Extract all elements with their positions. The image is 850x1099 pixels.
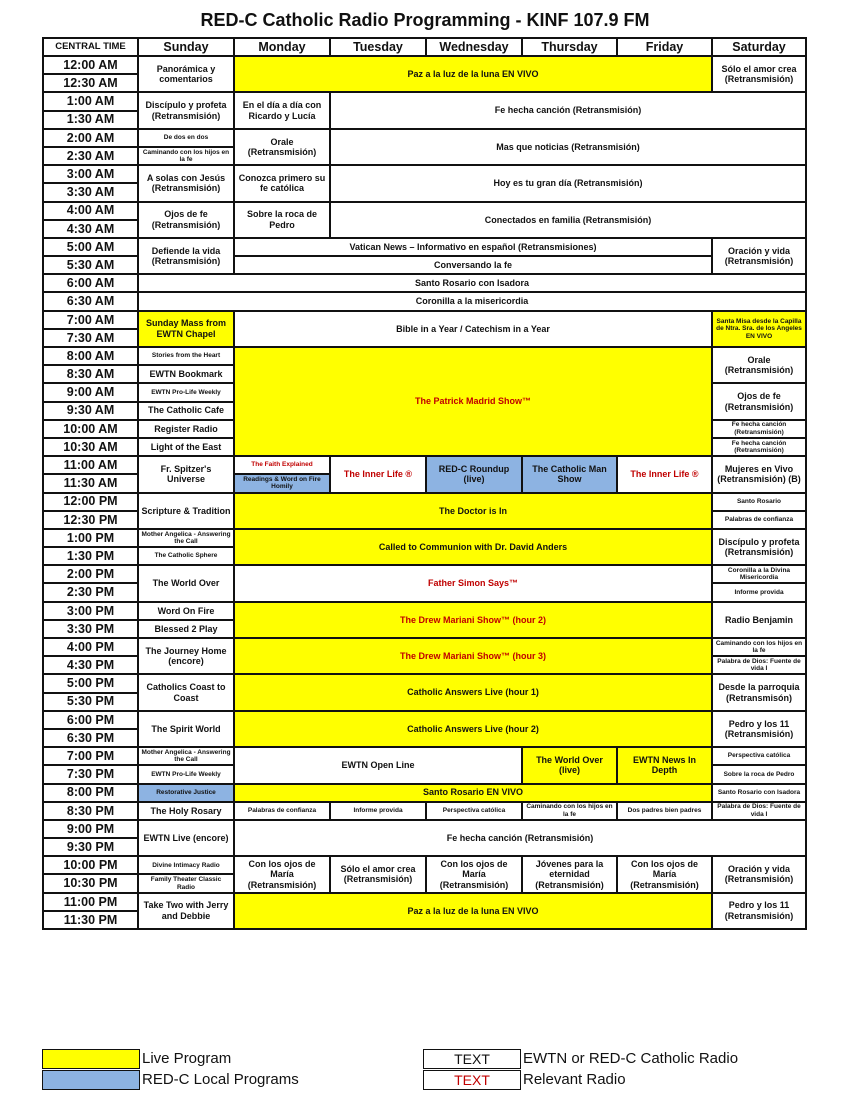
program-cell: Blessed 2 Play (138, 620, 234, 638)
program-cell: Mother Angelica - Answering the Call (138, 529, 234, 547)
program-cell: Defiende la vida (Retransmisión) (138, 238, 234, 274)
time-label: 2:00 PM (43, 565, 138, 583)
program-cell: EWTN Live (encore) (138, 820, 234, 856)
header-thursday: Thursday (522, 38, 617, 56)
program-cell: Conozca primero su fe católica (234, 165, 330, 201)
program-cell: Coronilla a la misericordia (138, 292, 806, 310)
time-label: 11:00 AM (43, 456, 138, 474)
program-cell: The Catholic Man Show (522, 456, 617, 492)
program-cell: The Drew Mariani Show™ (hour 3) (234, 638, 712, 674)
time-label: 2:30 PM (43, 583, 138, 601)
time-slot-row (43, 747, 806, 765)
time-label: 5:00 AM (43, 238, 138, 256)
program-cell: Palabras de confianza (712, 511, 806, 529)
schedule-table (42, 37, 807, 930)
time-label: 7:30 AM (43, 329, 138, 347)
program-cell: Restorative Justice (138, 784, 234, 802)
program-cell: EWTN News In Depth (617, 747, 712, 783)
time-label: 5:30 AM (43, 256, 138, 274)
program-cell: Hoy es tu gran día (Retransmisión) (330, 165, 806, 201)
time-label: 5:00 PM (43, 674, 138, 692)
program-cell: Fr. Spitzer's Universe (138, 456, 234, 492)
program-cell: Orale (Retransmisión) (712, 347, 806, 383)
program-cell: Sólo el amor crea (Retransmisión) (330, 856, 426, 892)
program-cell: EWTN Pro-Life Weekly (138, 383, 234, 401)
time-slot-row (43, 784, 806, 802)
time-label: 9:30 AM (43, 402, 138, 420)
program-cell: Caminando con los hijos en la fe (138, 147, 234, 165)
program-cell: EWTN Open Line (234, 747, 522, 783)
program-cell: Paz a la luz de la luna EN VIVO (234, 893, 712, 929)
program-cell: Informe provida (712, 583, 806, 601)
time-slot-row (43, 238, 806, 256)
header-sunday: Sunday (138, 38, 234, 56)
header-wednesday: Wednesday (426, 38, 522, 56)
program-cell: Word On Fire (138, 602, 234, 620)
time-slot-row (43, 311, 806, 329)
program-cell: Fe hecha canción (Retransmisión) (712, 420, 806, 438)
program-cell: Bible in a Year / Catechism in a Year (234, 311, 712, 347)
program-cell: Catholics Coast to Coast (138, 674, 234, 710)
time-slot-row (43, 711, 806, 729)
time-label: 8:30 PM (43, 802, 138, 820)
program-cell: Fe hecha canción (Retransmisión) (234, 820, 806, 856)
program-cell: Oración y vida (Retransmisión) (712, 238, 806, 274)
time-label: 1:00 AM (43, 92, 138, 110)
program-cell: Pedro y los 11 (Retransmisión) (712, 711, 806, 747)
legend-local-label: RED-C Local Programs (142, 1071, 299, 1088)
program-cell: Con los ojos de María (Retransmisión) (426, 856, 522, 892)
program-cell: Mother Angelica - Answering the Call (138, 747, 234, 765)
program-cell: Con los ojos de María (Retransmisión) (617, 856, 712, 892)
program-cell: Sobre la roca de Pedro (234, 202, 330, 238)
time-label: 3:30 PM (43, 620, 138, 638)
program-cell: Called to Communion with Dr. David Anders (234, 529, 712, 565)
program-cell: The Inner Life ® (617, 456, 712, 492)
program-cell: A solas con Jesús (Retransmisión) (138, 165, 234, 201)
time-label: 10:00 AM (43, 420, 138, 438)
program-cell: Santa Misa desde la Capilla de Ntra. Sra. de los Angeles EN VIVO (712, 311, 806, 347)
legend-local-swatch (42, 1070, 140, 1090)
program-cell: Radio Benjamin (712, 602, 806, 638)
header-friday: Friday (617, 38, 712, 56)
program-cell: Santo Rosario con Isadora (712, 784, 806, 802)
header-central-time: CENTRAL TIME (43, 38, 138, 56)
time-label: 3:00 AM (43, 165, 138, 183)
time-slot-row (43, 92, 806, 110)
program-cell: Con los ojos de María (Retransmisión) (234, 856, 330, 892)
time-slot-row (43, 638, 806, 656)
program-cell: Register Radio (138, 420, 234, 438)
program-cell: The Holy Rosary (138, 802, 234, 820)
time-label: 4:00 AM (43, 202, 138, 220)
time-slot-row (43, 565, 806, 583)
time-label: 12:00 PM (43, 493, 138, 511)
program-cell: Fe hecha canción (Retransmisión) (712, 438, 806, 456)
time-label: 12:30 AM (43, 74, 138, 92)
program-cell: Dos padres bien padres (617, 802, 712, 820)
program-cell: The Spirit World (138, 711, 234, 747)
program-cell: Jóvenes para la eternidad (Retransmisión) (522, 856, 617, 892)
legend-relevant-sample: TEXT (423, 1070, 521, 1090)
time-slot-row (43, 802, 806, 820)
program-cell: The World Over (138, 565, 234, 601)
program-cell: Caminando con los hijos en la fe (522, 802, 617, 820)
time-slot-row (43, 202, 806, 220)
program-cell: De dos en dos (138, 129, 234, 147)
time-label: 8:30 AM (43, 365, 138, 383)
time-label: 3:30 AM (43, 183, 138, 201)
program-cell: Catholic Answers Live (hour 2) (234, 711, 712, 747)
program-cell: The Catholic Sphere (138, 547, 234, 565)
legend-ewtn-sample: TEXT (423, 1049, 521, 1069)
program-cell: Mas que noticias (Retransmisión) (330, 129, 806, 165)
page-title: RED-C Catholic Radio Programming - KINF 107.9 FM (200, 10, 650, 30)
program-cell: Sólo el amor crea (Retransmisión) (712, 56, 806, 92)
time-label: 10:30 AM (43, 438, 138, 456)
time-slot-row (43, 820, 806, 838)
time-label: 1:30 PM (43, 547, 138, 565)
time-slot-row (43, 129, 806, 147)
time-label: 8:00 PM (43, 784, 138, 802)
program-cell: Panorámica y comentarios (138, 56, 234, 92)
time-label: 7:00 PM (43, 747, 138, 765)
time-slot-row (43, 56, 806, 74)
program-cell: Palabra de Dios: Fuente de vida I (712, 802, 806, 820)
program-cell: Sobre la roca de Pedro (712, 765, 806, 783)
program-cell: Take Two with Jerry and Debbie (138, 893, 234, 929)
program-cell: Santo Rosario EN VIVO (234, 784, 712, 802)
program-cell: Father Simon Says™ (234, 565, 712, 601)
program-cell: The Drew Mariani Show™ (hour 2) (234, 602, 712, 638)
time-label: 6:00 AM (43, 274, 138, 292)
program-cell: EWTN Pro-Life Weekly (138, 765, 234, 783)
program-cell: Palabras de confianza (234, 802, 330, 820)
program-cell: The Catholic Cafe (138, 402, 234, 420)
program-cell: Santo Rosario con Isadora (138, 274, 806, 292)
time-slot-row (43, 856, 806, 874)
time-label: 2:00 AM (43, 129, 138, 147)
time-label: 12:30 PM (43, 511, 138, 529)
program-cell: Informe provida (330, 802, 426, 820)
program-cell: Orale (Retransmisión) (234, 129, 330, 165)
program-cell: EWTN Bookmark (138, 365, 234, 383)
time-label: 7:30 PM (43, 765, 138, 783)
legend-live-swatch (42, 1049, 140, 1069)
time-slot-row (43, 893, 806, 911)
program-cell: The Faith Explained (234, 456, 330, 474)
time-label: 12:00 AM (43, 56, 138, 74)
time-slot-row (43, 292, 806, 310)
program-cell: Scripture & Tradition (138, 493, 234, 529)
time-slot-row (43, 602, 806, 620)
program-cell: The World Over (live) (522, 747, 617, 783)
time-label: 1:00 PM (43, 529, 138, 547)
program-cell: The Inner Life ® (330, 456, 426, 492)
time-label: 7:00 AM (43, 311, 138, 329)
time-slot-row (43, 165, 806, 183)
time-label: 11:30 AM (43, 474, 138, 492)
time-label: 9:00 AM (43, 383, 138, 401)
time-label: 4:00 PM (43, 638, 138, 656)
program-cell: Ojos de fe (Retransmisión) (712, 383, 806, 419)
header-tuesday: Tuesday (330, 38, 426, 56)
time-label: 10:00 PM (43, 856, 138, 874)
time-slot-row (43, 493, 806, 511)
program-cell: The Patrick Madrid Show™ (234, 347, 712, 456)
program-cell: Fe hecha canción (Retransmisión) (330, 92, 806, 128)
time-slot-row (43, 674, 806, 692)
time-label: 9:00 PM (43, 820, 138, 838)
time-label: 6:30 AM (43, 292, 138, 310)
program-cell: Discípulo y profeta (Retransmisión) (138, 92, 234, 128)
program-cell: Vatican News – Informativo en español (Retransmisiones) (234, 238, 712, 256)
time-label: 2:30 AM (43, 147, 138, 165)
program-cell: Family Theater Classic Radio (138, 874, 234, 892)
time-label: 6:30 PM (43, 729, 138, 747)
program-cell: Conectados en familia (Retransmisión) (330, 202, 806, 238)
program-cell: Conversando la fe (234, 256, 712, 274)
header-saturday: Saturday (712, 38, 806, 56)
program-cell: Palabra de Dios: Fuente de vida I (712, 656, 806, 674)
program-cell: Desde la parroquia (Retransmisón) (712, 674, 806, 710)
program-cell: Perspectiva católica (712, 747, 806, 765)
legend-ewtn-label: EWTN or RED-C Catholic Radio (523, 1050, 739, 1067)
program-cell: Mujeres en Vivo (Retransmisión) (B) (712, 456, 806, 492)
program-cell: Oración y vida (Retransmisión) (712, 856, 806, 892)
legend-live-label: Live Program (142, 1050, 232, 1067)
program-cell: The Journey Home (encore) (138, 638, 234, 674)
program-cell: Ojos de fe (Retransmisión) (138, 202, 234, 238)
program-cell: Santo Rosario (712, 493, 806, 511)
time-label: 1:30 AM (43, 111, 138, 129)
program-cell: Coronilla a la Divina Misericordia (712, 565, 806, 583)
program-cell: Discípulo y profeta (Retransmisión) (712, 529, 806, 565)
time-slot-row (43, 529, 806, 547)
program-cell: Paz a la luz de la luna EN VIVO (234, 56, 712, 92)
time-label: 11:30 PM (43, 911, 138, 929)
time-label: 8:00 AM (43, 347, 138, 365)
program-cell: Catholic Answers Live (hour 1) (234, 674, 712, 710)
time-label: 6:00 PM (43, 711, 138, 729)
program-cell: Divine Intimacy Radio (138, 856, 234, 874)
time-slot-row (43, 456, 806, 474)
time-label: 11:00 PM (43, 893, 138, 911)
program-cell: Readings & Word on Fire Homily (234, 474, 330, 492)
time-label: 4:30 PM (43, 656, 138, 674)
time-label: 9:30 PM (43, 838, 138, 856)
program-cell: Caminando con los hijos en la fe (712, 638, 806, 656)
time-label: 5:30 PM (43, 693, 138, 711)
program-cell: Pedro y los 11 (Retransmisión) (712, 893, 806, 929)
header-row (43, 38, 806, 56)
program-cell: Light of the East (138, 438, 234, 456)
time-label: 10:30 PM (43, 874, 138, 892)
program-cell: En el día a día con Ricardo y Lucía (234, 92, 330, 128)
program-cell: Sunday Mass from EWTN Chapel (138, 311, 234, 347)
program-cell: Stories from the Heart (138, 347, 234, 365)
time-label: 3:00 PM (43, 602, 138, 620)
legend-relevant-label: Relevant Radio (523, 1071, 626, 1088)
time-slot-row (43, 347, 806, 365)
program-cell: RED-C Roundup (live) (426, 456, 522, 492)
time-slot-row (43, 274, 806, 292)
header-monday: Monday (234, 38, 330, 56)
program-cell: Perspectiva católica (426, 802, 522, 820)
time-label: 4:30 AM (43, 220, 138, 238)
program-cell: The Doctor is In (234, 493, 712, 529)
